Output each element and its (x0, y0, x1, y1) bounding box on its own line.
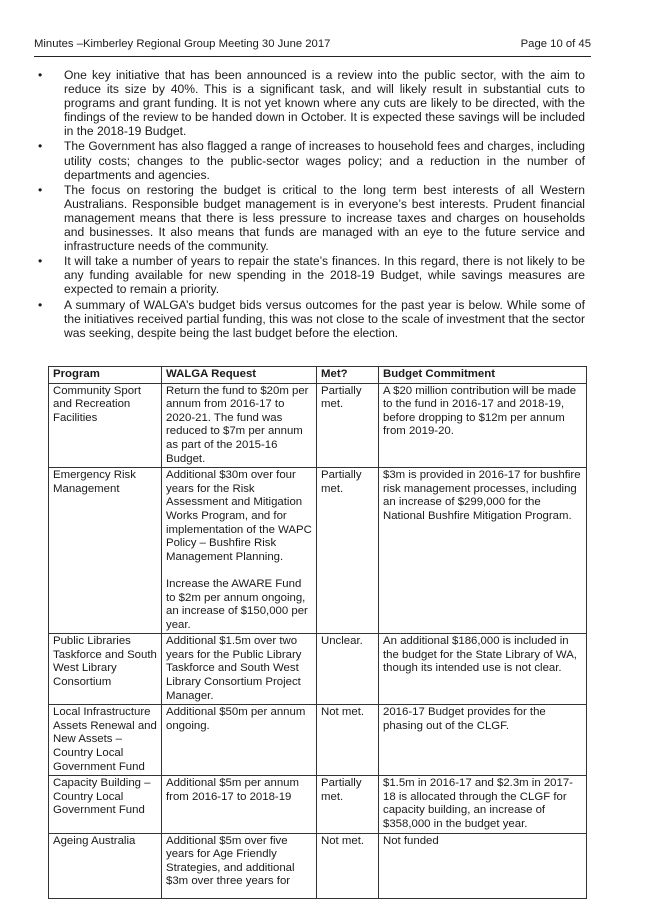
bullet-marker: • (38, 254, 43, 269)
request-cell (162, 468, 317, 634)
bullet-text: One key initiative that has been announced is a review into the public sector, with the aim to reduce its size by 40%. This is a significant task, and will likely result in substantial cuts to programs and grant funding. It is not yet known where any cuts are likely to be directed, with the findings of the review to be handed down in October. It is expected these savings will be included in the 2018-19 Budget. (64, 68, 585, 139)
request-cell (162, 776, 317, 833)
met-cell: Unclear. (317, 634, 379, 705)
request-cell (162, 833, 317, 898)
bullet-item (34, 139, 585, 181)
column-header-met: Met? (317, 367, 379, 384)
table-row (49, 383, 587, 468)
met-cell: Partially met. (317, 383, 379, 468)
program-cell: Public Libraries Taskforce and South West Library Consortium (49, 634, 162, 705)
bullet-marker: • (38, 139, 43, 154)
program-cell: Ageing Australia (49, 833, 162, 898)
bullet-marker: • (38, 297, 43, 312)
bullet-list (34, 68, 585, 341)
bullet-marker: • (38, 182, 43, 197)
request-text: Increase the AWARE Fund to $2m per annum ongoing, an increase of $150,000 per year. (166, 577, 308, 631)
commitment-cell: A $20 million contribution will be made to the fund in 2016-17 and 2018-19, before dropping to $12m per annum from 2019-20. (379, 383, 587, 468)
program-cell: Community Sport and Recreation Facilities (49, 383, 162, 468)
budget-table (48, 366, 587, 899)
request-text: Additional $1.5m over two years for the Public Library Taskforce and South West Library Consortium Project Manager. (166, 635, 302, 702)
commitment-cell: $1.5m in 2016-17 and $2.3m in 2017-18 is allocated through the CLGF for capacity building, an increase of $358,000 in the budget year. (379, 776, 587, 833)
bullet-item (34, 68, 585, 138)
request-text: Additional $30m over four years for the Risk Assessment and Mitigation Works Program, and for implementation of the WAPC Policy – Bushfire Risk Management Planning. (166, 469, 312, 563)
column-header-request: WALGA Request (162, 367, 317, 384)
met-cell: Not met. (317, 833, 379, 898)
bullet-text: The Government has also flagged a range of increases to household fees and charges, including utility costs; changes to the public-sector wages policy; and a reduction in the number of departments and agencies. (64, 139, 585, 182)
page-number: Page 10 of 45 (520, 38, 591, 50)
header-title: Minutes –Kimberley Regional Group Meeting 30 June 2017 (34, 38, 331, 50)
program-cell: Capacity Building – Country Local Government Fund (49, 776, 162, 833)
column-header-program: Program (49, 367, 162, 384)
table-header-row (49, 367, 587, 384)
table-row (49, 705, 587, 776)
table-row (49, 634, 587, 705)
request-text: Additional $5m per annum from 2016-17 to 2018-19 (166, 777, 299, 803)
commitment-cell: Not funded (379, 833, 587, 898)
request-text: Additional $50m per annum ongoing. (166, 706, 306, 732)
table-row (49, 776, 587, 833)
request-text: Additional $5m over five years for Age Friendly Strategies, and additional $3m over three years for (166, 834, 295, 888)
commitment-cell: $3m is provided in 2016-17 for bushfire risk management processes, including an increase of $299,000 for the National Bushfire Mitigation Program. (379, 468, 587, 634)
commitment-cell: 2016-17 Budget provides for the phasing out of the CLGF. (379, 705, 587, 776)
bullet-text: It will take a number of years to repair the state’s finances. In this regard, there is not likely to be any funding available for new spending in the 2018-19 Budget, while savings measures are expected to remain a priority. (64, 254, 585, 297)
bullet-text: A summary of WALGA’s budget bids versus outcomes for the past year is below. While some of the initiatives received partial funding, this was not close to the scale of investment that the sector was seeking, despite being the last budget before the election. (64, 297, 585, 340)
bullet-marker: • (38, 68, 43, 82)
page-header (34, 38, 591, 57)
bullet-item (34, 183, 585, 253)
bullet-item (34, 254, 585, 296)
met-cell: Not met. (317, 705, 379, 776)
bullet-text: The focus on restoring the budget is critical to the long term best interests of all Western Australians. Responsible budget management is in everyone’s best interests. Prudent financial management means that there is less pressure to increase taxes and charges on households and businesses. It also means that funds are managed with an eye to the future service and infrastructure needs of the community. (64, 182, 585, 254)
column-header-commitment: Budget Commitment (379, 367, 587, 384)
request-text: Return the fund to $20m per annum from 2016-17 to 2020-21. The fund was reduced to $7m per annum as part of the 2015-16 Budget. (166, 384, 309, 465)
table-row (49, 833, 587, 898)
program-cell: Local Infrastructure Assets Renewal and New Assets – Country Local Government Fund (49, 705, 162, 776)
table-row (49, 468, 587, 634)
met-cell: Partially met. (317, 468, 379, 634)
request-cell (162, 383, 317, 468)
bullet-item (34, 298, 585, 340)
request-cell (162, 634, 317, 705)
request-cell (162, 705, 317, 776)
met-cell: Partially met. (317, 776, 379, 833)
commitment-cell: An additional $186,000 is included in the budget for the State Library of WA, though its intended use is not clear. (379, 634, 587, 705)
program-cell: Emergency Risk Management (49, 468, 162, 634)
